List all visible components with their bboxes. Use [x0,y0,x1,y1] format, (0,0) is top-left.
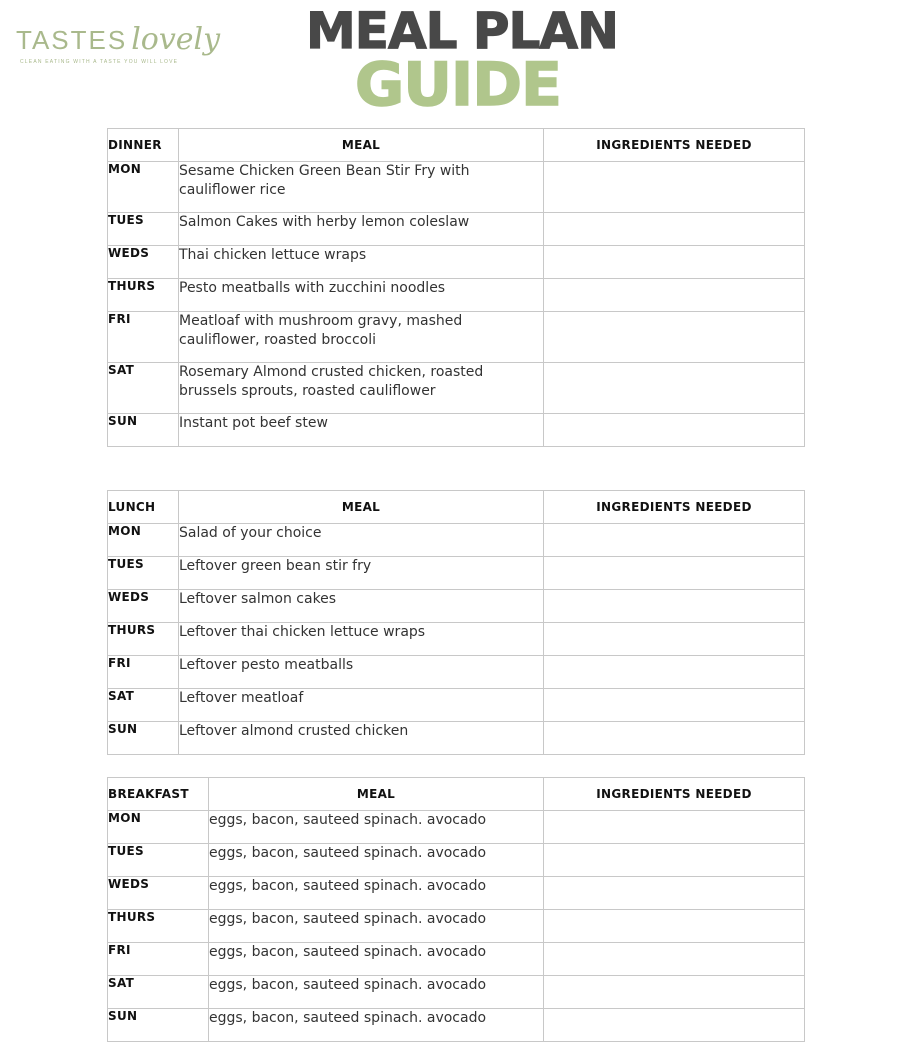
day-cell: THURS [108,279,179,312]
table-row [108,943,805,976]
brand-logo [16,22,221,65]
ingredients-cell[interactable] [544,590,805,623]
meal-cell: eggs, bacon, sauteed spinach. avocado [209,910,544,943]
day-cell: THURS [108,910,209,943]
table-row [108,213,805,246]
table-row [108,656,805,689]
meal-cell: Leftover pesto meatballs [179,656,544,689]
day-cell: MON [108,162,179,213]
meal-cell: Leftover salmon cakes [179,590,544,623]
header-meal: MEAL [209,778,544,811]
ingredients-cell[interactable] [544,877,805,910]
table-row [108,722,805,755]
table-row [108,844,805,877]
header-breakfast: BREAKFAST [108,778,209,811]
header-ingredients: INGREDIENTS NEEDED [544,491,805,524]
day-cell: SAT [108,976,209,1009]
meal-cell: Leftover almond crusted chicken [179,722,544,755]
header-meal: MEAL [179,129,544,162]
day-cell: MON [108,811,209,844]
day-cell: MON [108,524,179,557]
day-cell: WEDS [108,877,209,910]
ingredients-cell[interactable] [544,1009,805,1042]
table-row [108,976,805,1009]
meal-cell: Instant pot beef stew [179,414,544,447]
header-lunch: LUNCH [108,491,179,524]
logo-word-lovely: lovely [131,22,221,57]
table-row [108,279,805,312]
meal-cell: Leftover thai chicken lettuce wraps [179,623,544,656]
ingredients-cell[interactable] [544,557,805,590]
day-cell: SUN [108,722,179,755]
ingredients-cell[interactable] [544,213,805,246]
meal-cell: Salad of your choice [179,524,544,557]
day-cell: SAT [108,689,179,722]
day-cell: THURS [108,623,179,656]
title-line-guide: GUIDE [354,50,562,120]
meal-cell: Pesto meatballs with zucchini noodles [179,279,544,312]
table-row [108,557,805,590]
ingredients-cell[interactable] [544,689,805,722]
ingredients-cell[interactable] [544,312,805,363]
table-header-row [108,491,805,524]
meal-cell: Sesame Chicken Green Bean Stir Fry with cauliflower rice [179,162,544,213]
meal-cell: eggs, bacon, sauteed spinach. avocado [209,844,544,877]
lunch-table [107,490,805,755]
header-ingredients: INGREDIENTS NEEDED [544,129,805,162]
day-cell: WEDS [108,246,179,279]
meal-cell: Leftover green bean stir fry [179,557,544,590]
ingredients-cell[interactable] [544,976,805,1009]
meal-cell: Salmon Cakes with herby lemon coleslaw [179,213,544,246]
meal-cell: eggs, bacon, sauteed spinach. avocado [209,943,544,976]
table-header-row [108,778,805,811]
meal-cell: eggs, bacon, sauteed spinach. avocado [209,877,544,910]
ingredients-cell[interactable] [544,414,805,447]
ingredients-cell[interactable] [544,162,805,213]
table-row [108,623,805,656]
table-row [108,689,805,722]
header-ingredients: INGREDIENTS NEEDED [544,778,805,811]
table-row [108,877,805,910]
meal-cell: eggs, bacon, sauteed spinach. avocado [209,976,544,1009]
day-cell: TUES [108,557,179,590]
day-cell: FRI [108,943,209,976]
table-row [108,363,805,414]
ingredients-cell[interactable] [544,943,805,976]
meal-cell: eggs, bacon, sauteed spinach. avocado [209,1009,544,1042]
ingredients-cell[interactable] [544,844,805,877]
page-title [292,2,632,120]
table-row [108,246,805,279]
table-row [108,162,805,213]
ingredients-cell[interactable] [544,910,805,943]
title-line-meal-plan: MEAL PLAN [306,2,618,60]
table-row [108,312,805,363]
meal-cell: Rosemary Almond crusted chicken, roasted brussels sprouts, roasted cauliflower [179,363,544,414]
day-cell: TUES [108,844,209,877]
day-cell: WEDS [108,590,179,623]
ingredients-cell[interactable] [544,722,805,755]
day-cell: FRI [108,312,179,363]
day-cell: SAT [108,363,179,414]
header-meal: MEAL [179,491,544,524]
logo-wordmark [16,22,221,57]
logo-word-tastes: TASTES [16,25,128,55]
header-dinner: DINNER [108,129,179,162]
breakfast-table [107,777,805,1042]
day-cell: TUES [108,213,179,246]
ingredients-cell[interactable] [544,246,805,279]
ingredients-cell[interactable] [544,279,805,312]
ingredients-cell[interactable] [544,363,805,414]
ingredients-cell[interactable] [544,524,805,557]
table-row [108,590,805,623]
table-row [108,1009,805,1042]
meal-cell: Thai chicken lettuce wraps [179,246,544,279]
table-header-row [108,129,805,162]
meal-cell: eggs, bacon, sauteed spinach. avocado [209,811,544,844]
table-row [108,524,805,557]
table-row [108,811,805,844]
day-cell: SUN [108,414,179,447]
ingredients-cell[interactable] [544,623,805,656]
day-cell: SUN [108,1009,209,1042]
meal-cell: Meatloaf with mushroom gravy, mashed cauliflower, roasted broccoli [179,312,544,363]
table-row [108,910,805,943]
day-cell: FRI [108,656,179,689]
meal-cell: Leftover meatloaf [179,689,544,722]
table-row [108,414,805,447]
ingredients-cell[interactable] [544,656,805,689]
logo-tagline: CLEAN EATING WITH A TASTE YOU WILL LOVE [20,59,179,65]
dinner-table [107,128,805,447]
ingredients-cell[interactable] [544,811,805,844]
